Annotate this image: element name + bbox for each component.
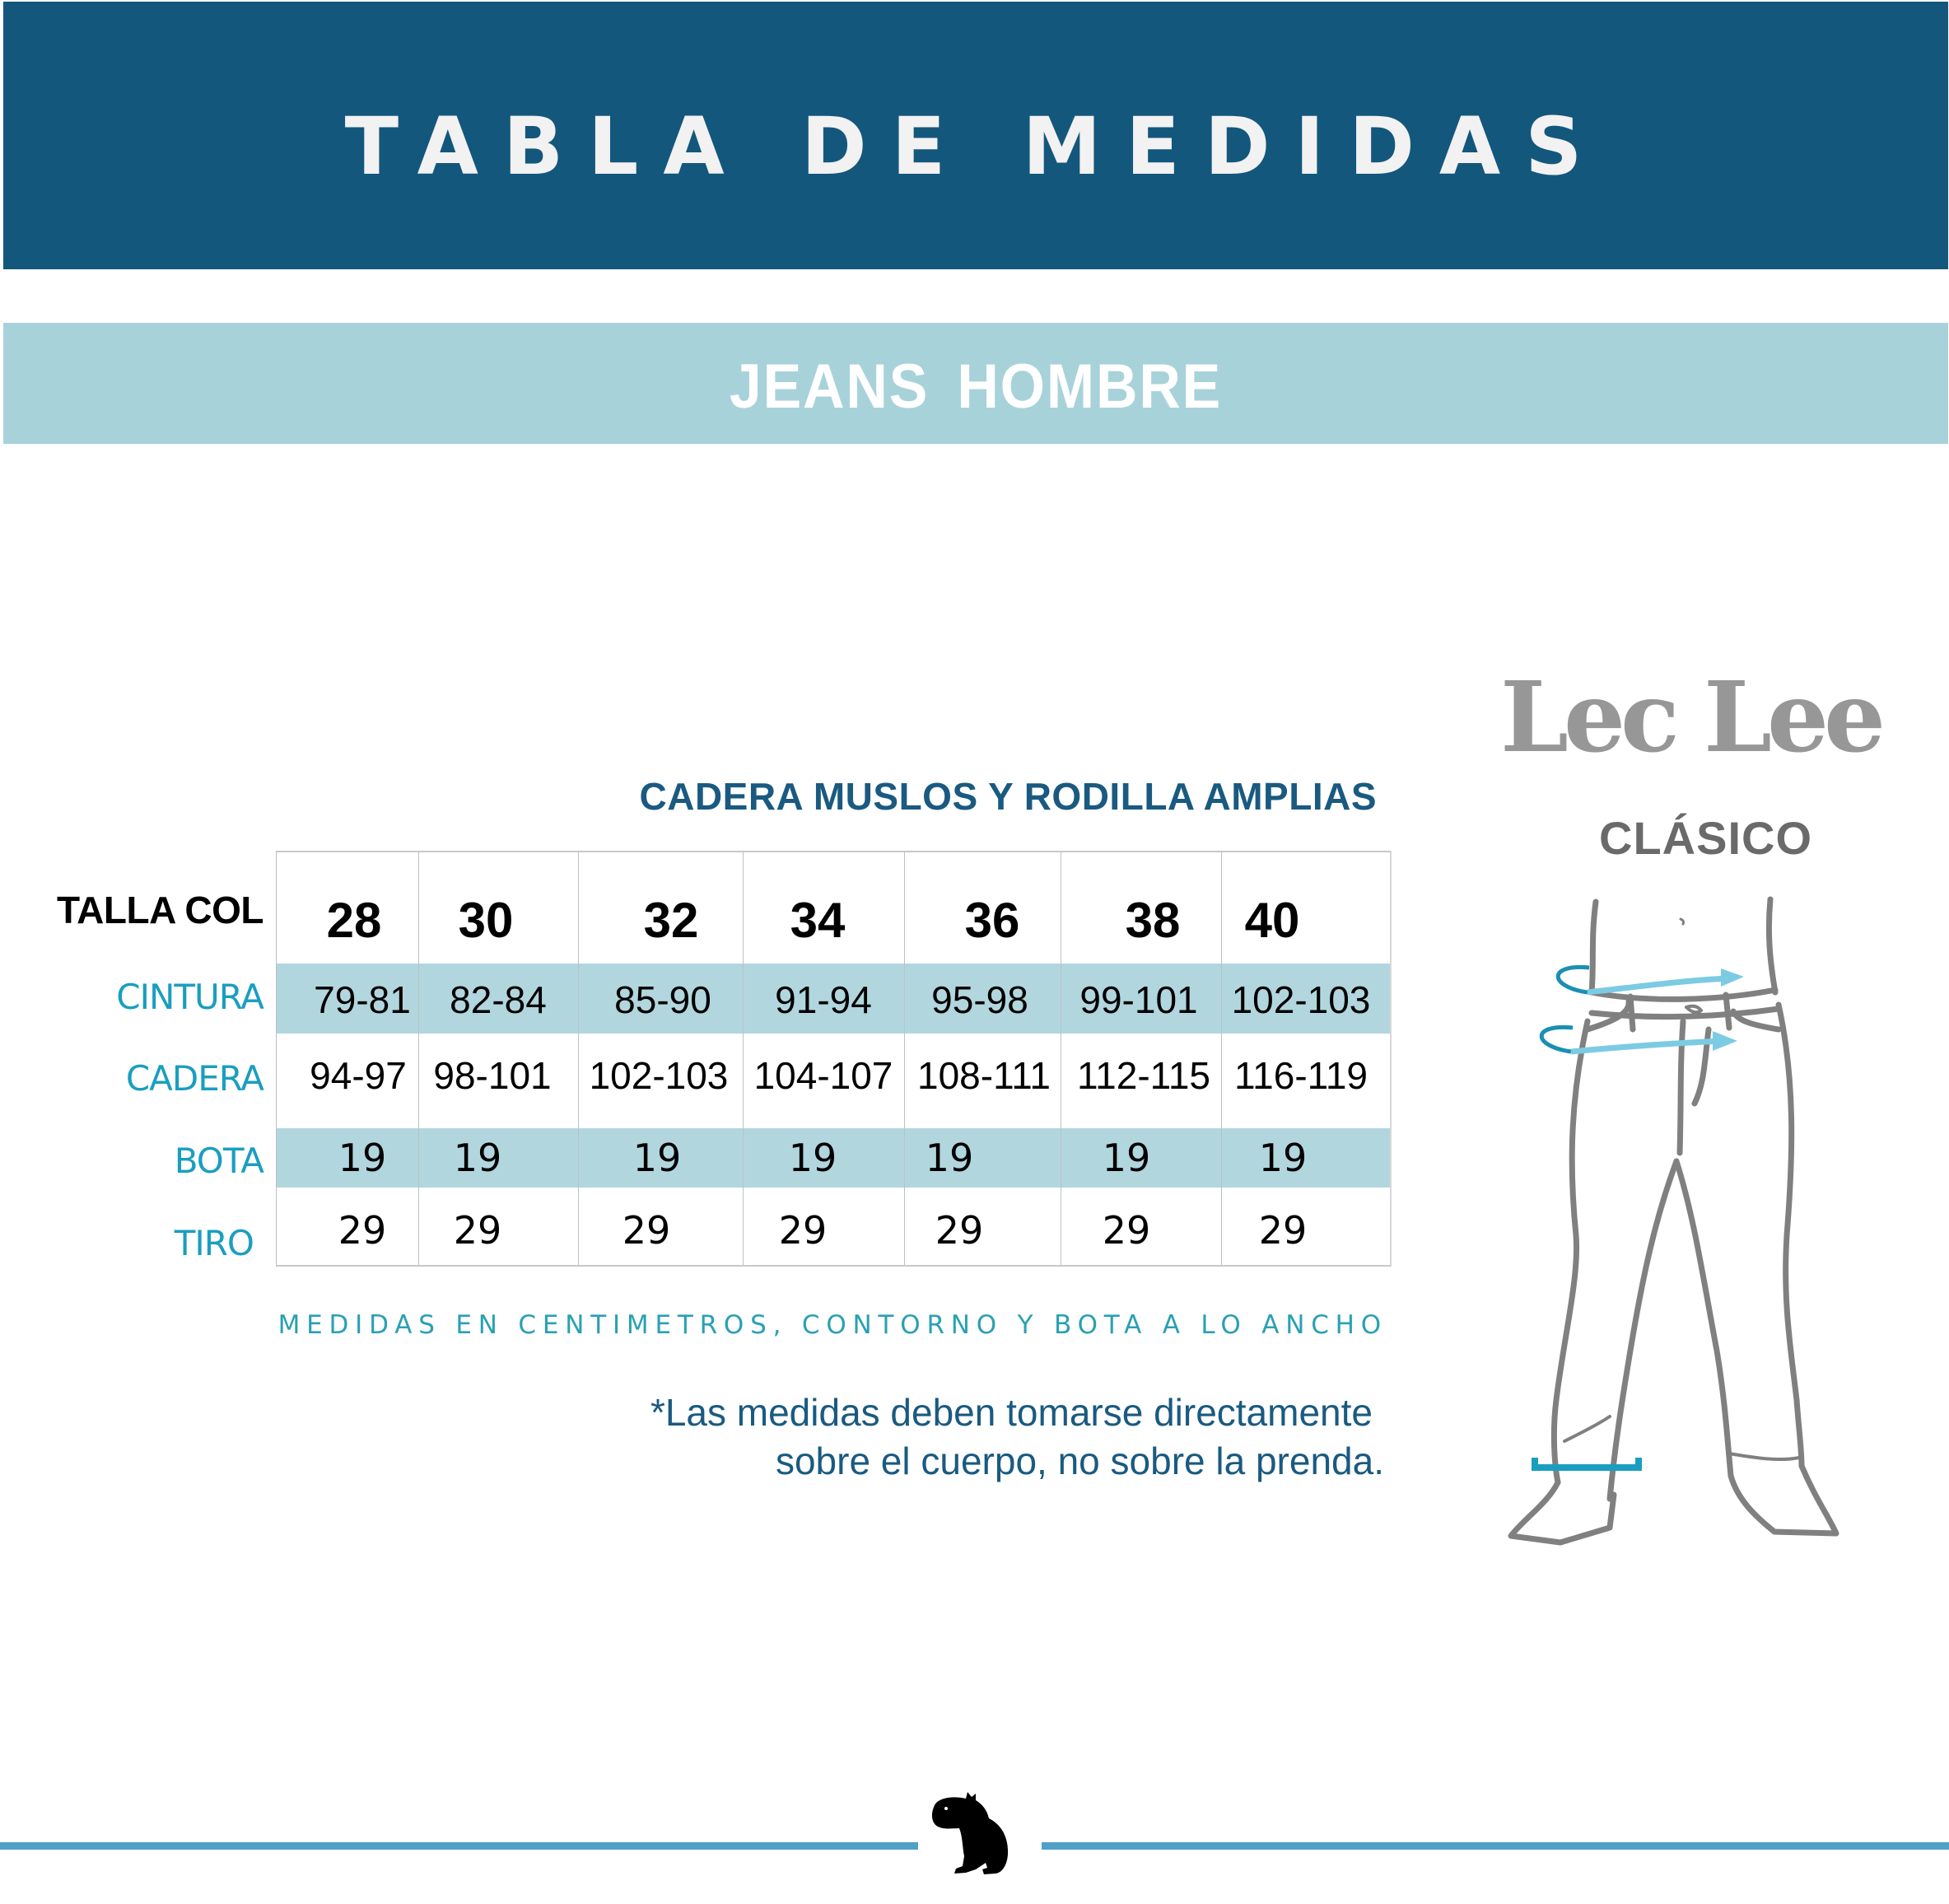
fit-style-label: CLÁSICO <box>1599 812 1812 864</box>
cell-cintura-36: 95-98 <box>931 978 1028 1021</box>
cell-tiro-40: 29 <box>1258 1208 1308 1253</box>
fit-description-heading: CADERA MUSLOS Y RODILLA AMPLIAS <box>639 775 1377 818</box>
column-divider <box>1221 852 1222 1265</box>
cell-bota-40: 19 <box>1258 1136 1308 1180</box>
page-title: TABLA DE MEDIDAS <box>344 100 1607 193</box>
pants-outline-icon <box>1511 899 1836 1542</box>
size-34: 34 <box>790 893 846 948</box>
cell-cadera-38: 112-115 <box>1077 1054 1210 1097</box>
column-divider <box>418 852 419 1265</box>
header-band <box>3 2 1948 269</box>
cell-cintura-40: 102-103 <box>1231 978 1371 1021</box>
measurement-instructions <box>650 1388 1384 1486</box>
cell-cintura-28: 79-81 <box>314 978 411 1021</box>
waist-measure-arrow-icon <box>1558 967 1744 992</box>
cell-cintura-38: 99-101 <box>1079 978 1198 1021</box>
cell-bota-32: 19 <box>632 1136 682 1180</box>
size-header-label: TALLA COL <box>57 889 263 931</box>
cell-cadera-28: 94-97 <box>310 1054 407 1097</box>
cell-cadera-30: 98-101 <box>433 1054 552 1097</box>
measurement-note-line-1: *Las medidas deben tomarse directamente <box>650 1391 1373 1434</box>
column-divider <box>578 852 579 1265</box>
footer-divider-right <box>1042 1842 1949 1850</box>
size-40: 40 <box>1244 893 1300 948</box>
row-label-cadera: CADERA <box>125 1058 263 1099</box>
units-note: MEDIDAS EN CENTIMETROS, CONTORNO Y BOTA A LO ANCHO <box>277 1310 1387 1340</box>
cell-cintura-30: 82-84 <box>450 978 547 1021</box>
cell-cadera-40: 116-119 <box>1234 1054 1368 1097</box>
pants-measurement-illustration <box>1482 889 1877 1548</box>
cell-tiro-30: 29 <box>453 1208 502 1253</box>
size-table <box>276 851 1392 1267</box>
cell-cadera-36: 108-111 <box>917 1054 1051 1097</box>
column-divider <box>904 852 905 1265</box>
cell-bota-30: 19 <box>453 1136 502 1180</box>
row-label-bota: BOTA <box>174 1141 263 1181</box>
cell-cintura-34: 91-94 <box>775 978 872 1021</box>
hem-width-bracket-icon <box>1535 1458 1639 1468</box>
brand-logo: Lec Lee <box>1500 660 1881 774</box>
measurement-note-line-2: sobre el cuerpo, no sobre la prenda. <box>775 1440 1384 1482</box>
cell-tiro-36: 29 <box>935 1208 984 1253</box>
cell-bota-34: 19 <box>788 1136 837 1180</box>
capybara-icon <box>926 1787 1017 1878</box>
row-label-tiro: TIRO <box>174 1223 254 1263</box>
size-28: 28 <box>326 893 382 948</box>
cell-bota-38: 19 <box>1102 1136 1151 1180</box>
size-36: 36 <box>964 893 1020 948</box>
cell-tiro-28: 29 <box>338 1208 387 1253</box>
size-32: 32 <box>643 893 699 948</box>
cell-tiro-38: 29 <box>1102 1208 1151 1253</box>
cell-cadera-32: 102-103 <box>589 1054 729 1097</box>
size-38: 38 <box>1125 893 1181 948</box>
cell-cadera-34: 104-107 <box>753 1054 893 1097</box>
category-title: JEANS HOMBRE <box>729 352 1223 422</box>
cell-tiro-34: 29 <box>778 1208 828 1253</box>
footer-divider-left <box>0 1842 918 1850</box>
column-divider <box>276 852 277 1265</box>
row-label-cintura: CINTURA <box>116 977 263 1017</box>
cell-bota-28: 19 <box>338 1136 387 1180</box>
size-30: 30 <box>458 893 514 948</box>
cell-cintura-32: 85-90 <box>614 978 711 1021</box>
category-band <box>3 323 1948 444</box>
cell-tiro-32: 29 <box>622 1208 671 1253</box>
cell-bota-36: 19 <box>925 1136 974 1180</box>
